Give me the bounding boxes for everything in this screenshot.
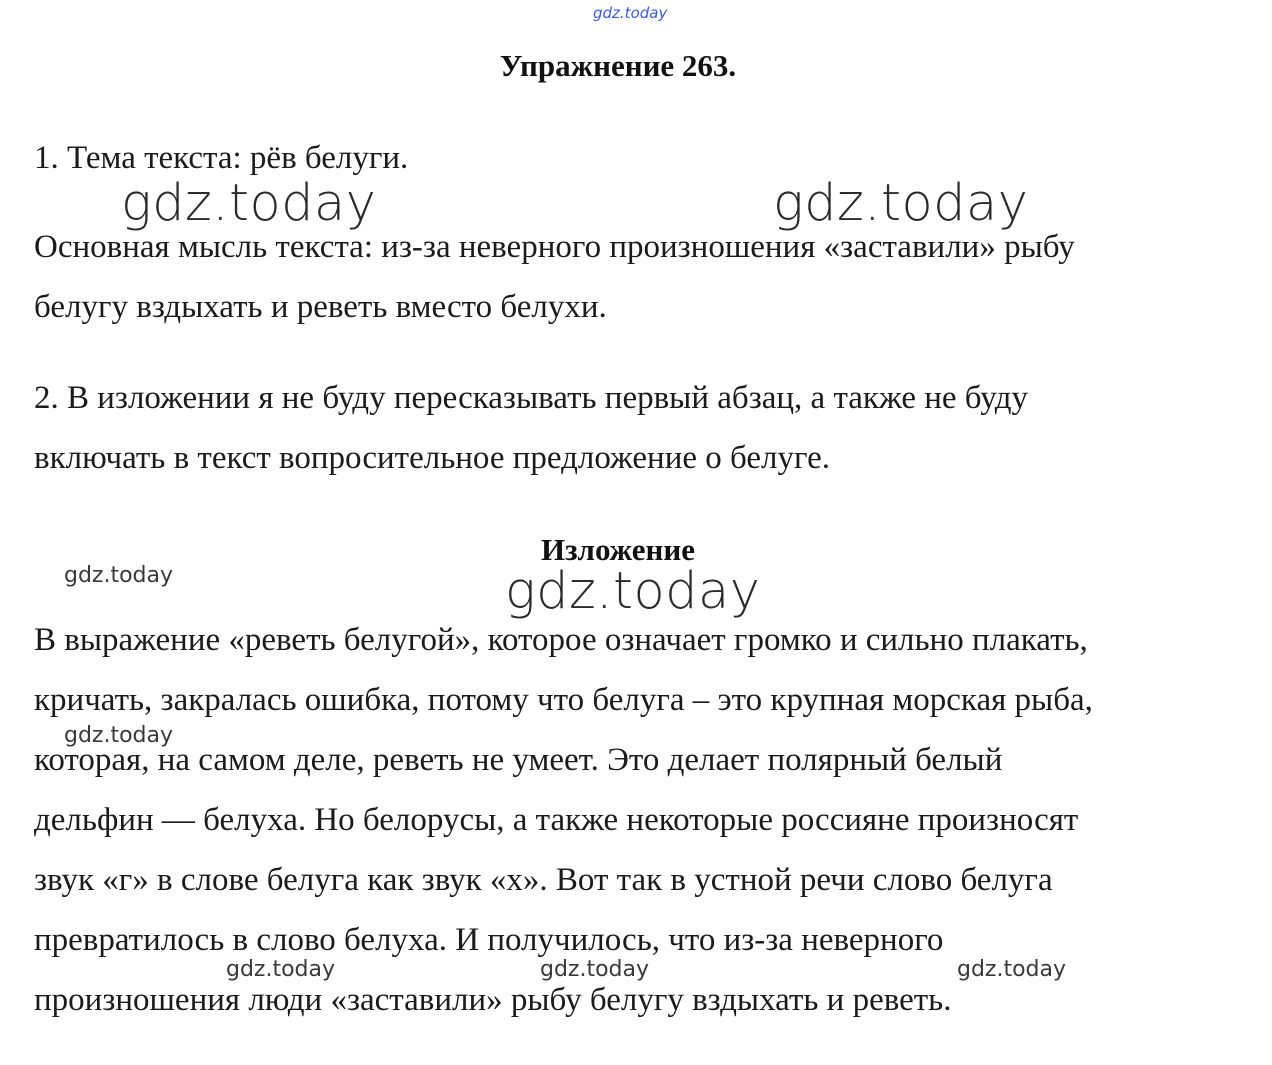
plan-line-1: 2. В изложении я не буду пересказывать первый абзац, а также не буду [34,380,1029,416]
watermark: gdz.today [540,957,650,982]
essay-line: которая, на самом деле, реветь не умеет. Это делает полярный белый [34,742,1003,778]
essay-line: дельфин — белуха. Но белорусы, а также некоторые россияне произносят [34,802,1079,838]
essay-line: кричать, закралась ошибка, потому что белуга – это крупная морская рыба, [34,682,1093,718]
essay-line: звук «г» в слове белуга как звук «х». Вот так в устной речи слово белуга [34,862,1053,898]
main-idea-line-1: Основная мысль текста: из-за неверного произношения «заставили» рыбу [34,229,1075,265]
watermark: gdz.today [64,563,174,588]
watermark: gdz.today [226,957,336,982]
main-idea-line-2: белугу вздыхать и реветь вместо белухи. [34,289,607,325]
theme-line: 1. Тема текста: рёв белуги. [34,140,409,176]
watermark: gdz.today [64,723,174,748]
essay-line: превратилось в слово белуха. И получилось, что из-за неверного [34,922,944,958]
watermark: gdz.today [773,174,1029,233]
watermark: gdz.today [505,562,761,621]
essay-line: произношения люди «заставили» рыбу белугу вздыхать и реветь. [34,982,952,1018]
essay-heading: Изложение [540,532,695,567]
watermark: gdz.today [957,957,1067,982]
watermark: gdz.today [121,174,377,233]
page-title: Упражнение 263. [499,48,737,83]
plan-line-2: включать в текст вопросительное предложение о белуге. [34,440,830,476]
essay-line: В выражение «реветь белугой», которое означает громко и сильно плакать, [34,622,1088,658]
watermark-top: gdz.today [593,4,668,22]
